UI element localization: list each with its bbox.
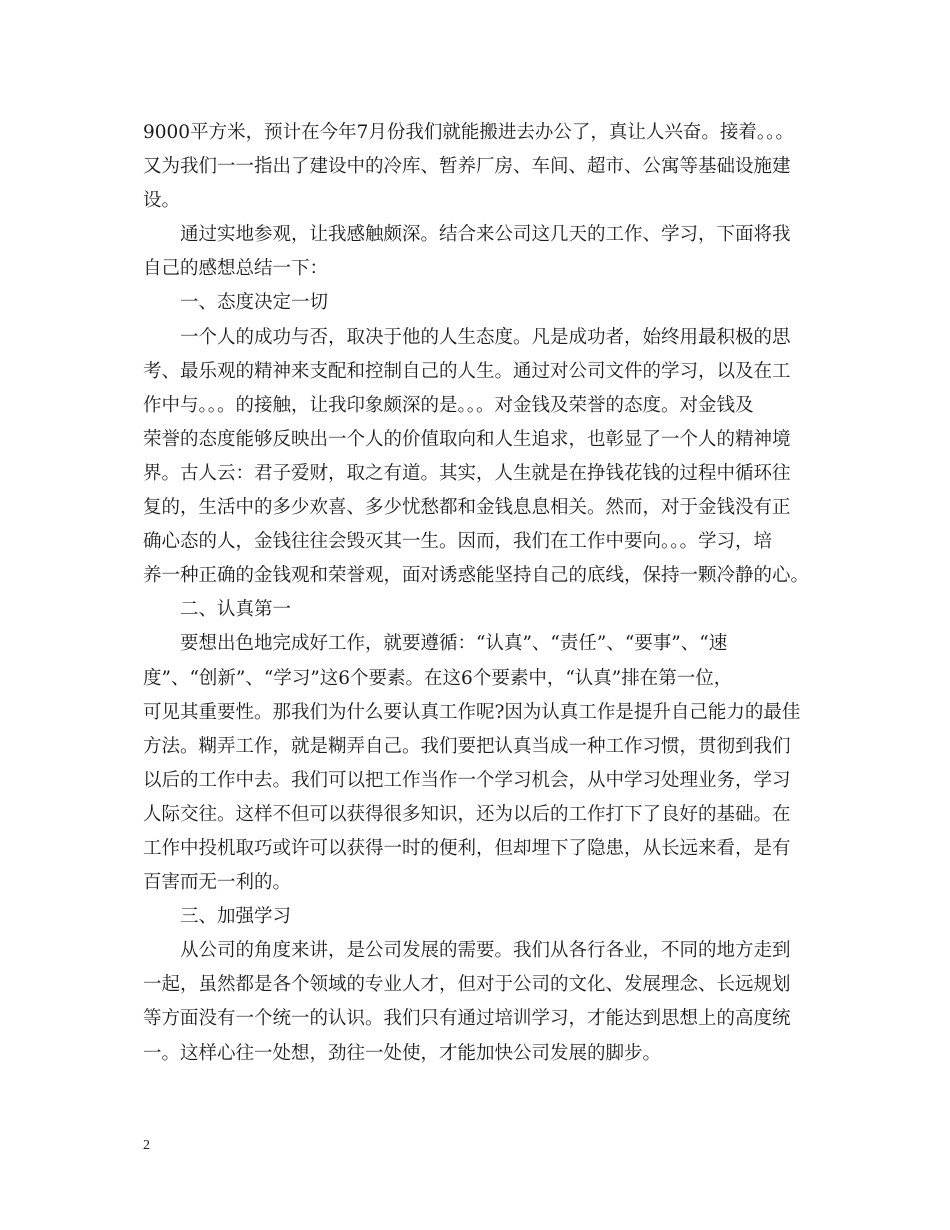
text-line: 一起，虽然都是各个领域的专业人才，但对于公司的文化、发展理念、长远规划 [143,974,791,996]
text-line: 百害而无一利的。 [143,872,292,894]
text-line: 人际交往。这样不但可以获得很多知识，还为以后的工作打下了良好的基础。在 [143,803,791,825]
text-line: 复的，生活中的多少欢喜、多少忧愁都和金钱息息相关。然而，对于金钱没有正 [143,497,791,519]
section-heading: 一、态度决定一切 [180,292,329,314]
text-line: 界。古人云：君子爱财，取之有道。其实，人生就是在挣钱花钱的过程中循环往 [143,462,791,484]
text-line: 工作中投机取巧或许可以获得一时的便利，但却埋下了隐患，从长远来看，是有 [143,837,791,859]
text-line: 9000平方米，预计在今年7月份我们就能搬进去办公了，真让人兴奋。接着。。。 [143,122,794,143]
text-line: 又为我们一一指出了建设中的冷库、暂养厂房、车间、超市、公寓等基础设施建 [143,156,791,178]
paragraph-first-line: 一个人的成功与否，取决于他的人生态度。凡是成功者，始终用最积极的思 [180,326,791,348]
text-line: 考、最乐观的精神来支配和控制自己的人生。通过对公司文件的学习，以及在工 [143,360,791,382]
text-line: 作中与。。。的接触，让我印象颇深的是。。。对金钱及荣誉的态度。对金钱及 [143,394,754,416]
paragraph-first-line: 通过实地参观，让我感触颇深。结合来公司这几天的工作、学习，下面将我 [180,224,791,246]
document-page [143,116,811,1071]
text-line: 可见其重要性。那我们为什么要认真工作呢?因为认真工作是提升自己能力的最佳 [143,701,801,723]
text-line: 一。这样心往一处想，劲往一处使，才能加快公司发展的脚步。 [143,1042,662,1064]
page-number: 2 [143,1138,150,1153]
paragraph-first-line: 要想出色地完成好工作，就要遵循：“认真”、“责任”、“要事”、“速 [180,633,728,655]
paragraph-first-line: 从公司的角度来讲，是公司发展的需要。我们从各行各业，不同的地方走到 [180,940,791,962]
text-line: 设。 [143,190,181,212]
text-line: 方法。糊弄工作，就是糊弄自己。我们要把认真当成一种工作习惯，贯彻到我们 [143,735,791,757]
text-line: 荣誉的态度能够反映出一个人的价值取向和人生追求，也彰显了一个人的精神境 [143,428,791,450]
text-line: 养一种正确的金钱观和荣誉观，面对诱惑能坚持自己的底线，保持一颗冷静的心。 [143,565,810,587]
text-line: 度”、“创新”、“学习”这6个要素。在这6个要素中，“认真”排在第一位， [143,667,733,689]
text-line: 等方面没有一个统一的认识。我们只有通过培训学习，才能达到思想上的高度统 [143,1008,791,1030]
section-heading: 三、加强学习 [180,906,292,928]
text-line: 确心态的人，金钱往往会毁灭其一生。因而，我们在工作中要向。。。学习，培 [143,531,773,553]
section-heading: 二、认真第一 [180,599,292,621]
text-line: 自己的感想总结一下： [143,258,329,280]
text-line: 以后的工作中去。我们可以把工作当作一个学习机会，从中学习处理业务，学习 [143,769,791,791]
